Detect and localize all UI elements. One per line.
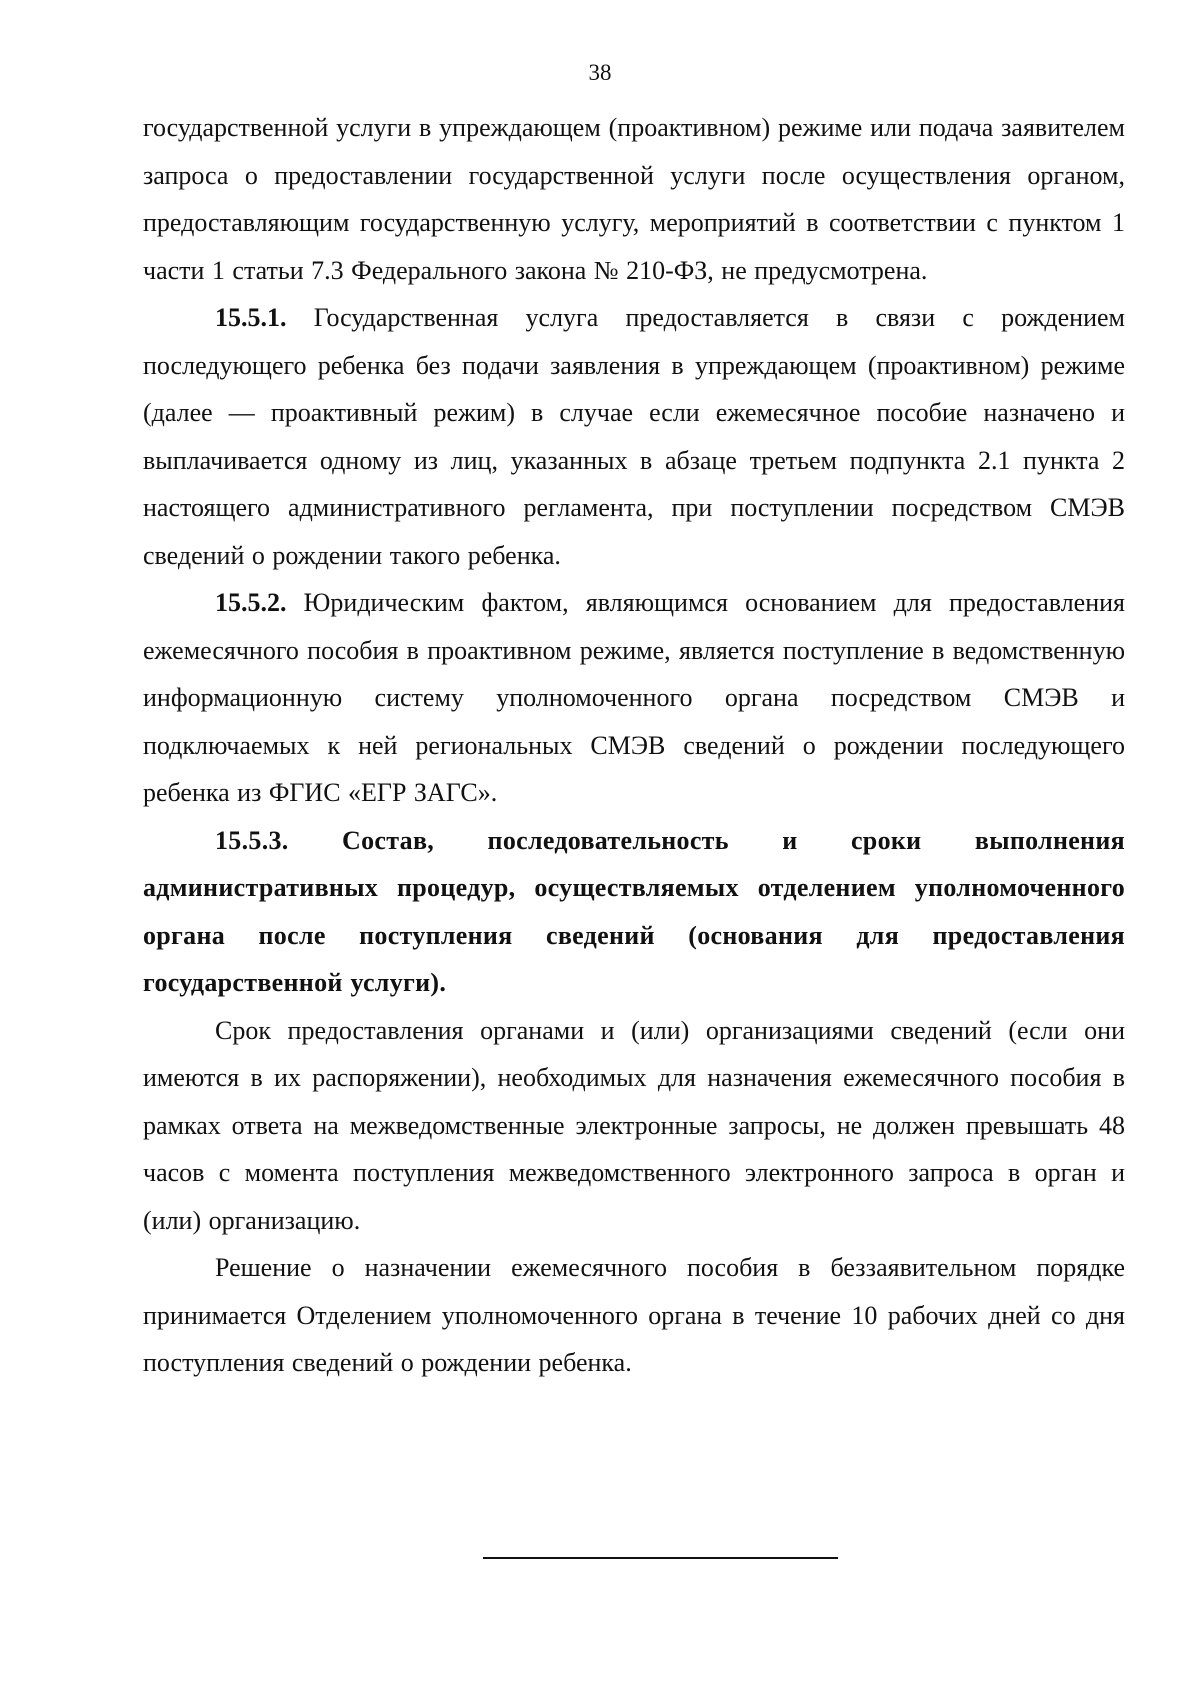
paragraph-continuation: государственной услуги в упреждающем (проактивном) режиме или подача заявителем запроса о предоставлении государственной услуги после осуществления органом, предоставляющим государственную услугу, мероприятий в соответствии с пунктом 1 части 1 статьи 7.3 Федерального закона № 210-ФЗ, не предусмотрена. [143,113,1125,285]
paragraph-15-5-1 [143,294,1125,579]
clause-text-15-5-1: Государственная услуга предоставляется в связи с рождением последующего ребенка без подачи заявления в упреждающем (проактивном) режиме (далее — проактивный режим) в случае если ежемесячное пособие назначено и выплачивается одному из лиц, указанных в абзаце третьем подпункта 2.1 пункта 2 настоящего административного регламента, при поступлении посредством СМЭВ сведений о рождении такого ребенка. [143,303,1125,570]
paragraph-15-5-2 [143,579,1125,817]
document-body [143,104,1125,1387]
clause-number-15-5-2: 15.5.2. [215,588,287,617]
page-number: 38 [588,60,612,85]
clause-number-15-5-1: 15.5.1. [215,303,287,332]
paragraph-request-deadline: Срок предоставления органами и (или) организациями сведений (если они имеются в их распоряжении), необходимых для назначения ежемесячного пособия в рамках ответа на межведомственные электронные запросы, не должен превышать 48 часов с момента поступления межведомственного электронного запроса в орган и (или) организацию. [143,1015,1125,1235]
end-of-document-rule [483,1557,838,1559]
clause-text-15-5-2: Юридическим фактом, являющимся основанием для предоставления ежемесячного пособия в проактивном режиме, является поступление в ведомственную информационную систему уполномоченного органа посредством СМЭВ и подключаемых к ней региональных СМЭВ сведений о рождении последующего ребенка из ФГИС «ЕГР ЗАГС». [143,588,1125,807]
paragraph-decision-deadline: Решение о назначении ежемесячного пособия в беззаявительном порядке принимается Отделением уполномоченного органа в течение 10 рабочих дней со дня поступления сведений о рождении ребенка. [143,1253,1125,1377]
section-heading-15-5-3: 15.5.3. Состав, последовательность и сроки выполнения административных процедур, осуществляемых отделением уполномоченного органа после поступления сведений (основания для предоставления государственной услуги). [143,825,1125,997]
